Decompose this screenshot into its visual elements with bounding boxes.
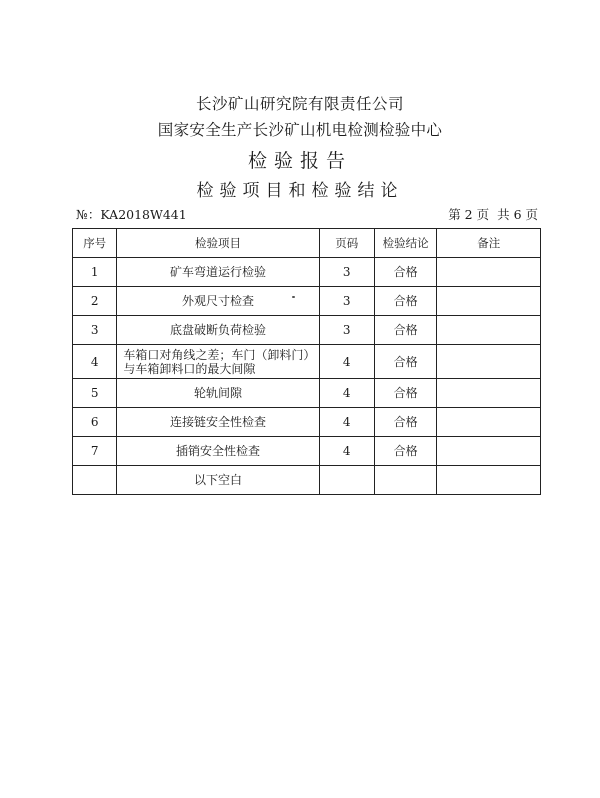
center-name: 国家安全生产长沙矿山机电检测检验中心 (157, 121, 443, 139)
row-no: 7 (73, 437, 117, 466)
row-note (437, 408, 541, 437)
row-note (437, 287, 541, 316)
row-result: 合格 (374, 258, 437, 287)
row-page: 3 (319, 316, 374, 345)
row-no: 5 (73, 379, 117, 408)
report-subtitle: 检验项目和检验结论 (196, 181, 404, 201)
table-row (73, 316, 541, 345)
row-page: 4 (319, 345, 374, 379)
row-note (437, 437, 541, 466)
column-header-item: 检验项目 (117, 229, 319, 258)
scan-speck (292, 296, 295, 298)
row-note (437, 466, 541, 495)
row-note (437, 316, 541, 345)
row-item: 以下空白 (117, 466, 319, 495)
page-info (448, 205, 538, 223)
row-item: 连接链安全性检查 (117, 408, 319, 437)
row-result: 合格 (374, 287, 437, 316)
row-no: 3 (73, 316, 117, 345)
row-item: 底盘破断负荷检验 (117, 316, 319, 345)
report-title: 检验报告 (247, 150, 352, 172)
organization-name: 长沙矿山研究院有限责任公司 (195, 95, 404, 113)
row-result: 合格 (374, 408, 437, 437)
row-no: 6 (73, 408, 117, 437)
report-number: №：KA2018W441 (76, 207, 187, 222)
table-row (73, 379, 541, 408)
row-item: 外观尺寸检查 (117, 287, 319, 316)
row-item: 车箱口对角线之差；车门（卸料门）与车箱卸料口的最大间隙 (117, 345, 319, 379)
row-item: 轮轨间隙 (117, 379, 319, 408)
row-note (437, 258, 541, 287)
column-header-page: 页码 (319, 229, 374, 258)
row-note (437, 379, 541, 408)
table-row (73, 345, 541, 379)
row-no (73, 466, 117, 495)
row-result: 合格 (374, 345, 437, 379)
table-row (73, 437, 541, 466)
row-page: 3 (319, 287, 374, 316)
inspection-table (72, 228, 541, 495)
row-note (437, 345, 541, 379)
row-result: 合格 (374, 437, 437, 466)
row-item: 矿车弯道运行检验 (117, 258, 319, 287)
row-no: 2 (73, 287, 117, 316)
row-page: 4 (319, 379, 374, 408)
row-item: 插销安全性检查 (117, 437, 319, 466)
row-page: 4 (319, 437, 374, 466)
column-header-result: 检验结论 (374, 229, 437, 258)
table-row (73, 287, 541, 316)
row-page: 3 (319, 258, 374, 287)
row-page: 4 (319, 408, 374, 437)
row-result: 合格 (374, 379, 437, 408)
page-number: 第 2 页 (448, 207, 490, 222)
column-header-no: 序号 (73, 229, 117, 258)
row-result: 合格 (374, 316, 437, 345)
row-result (374, 466, 437, 495)
row-no: 4 (73, 345, 117, 379)
row-page (319, 466, 374, 495)
table-row (73, 408, 541, 437)
row-no: 1 (73, 258, 117, 287)
table-header-row (73, 229, 541, 258)
table-row (73, 258, 541, 287)
column-header-note: 备注 (437, 229, 541, 258)
table-row (73, 466, 541, 495)
page-total: 共 6 页 (497, 207, 538, 222)
